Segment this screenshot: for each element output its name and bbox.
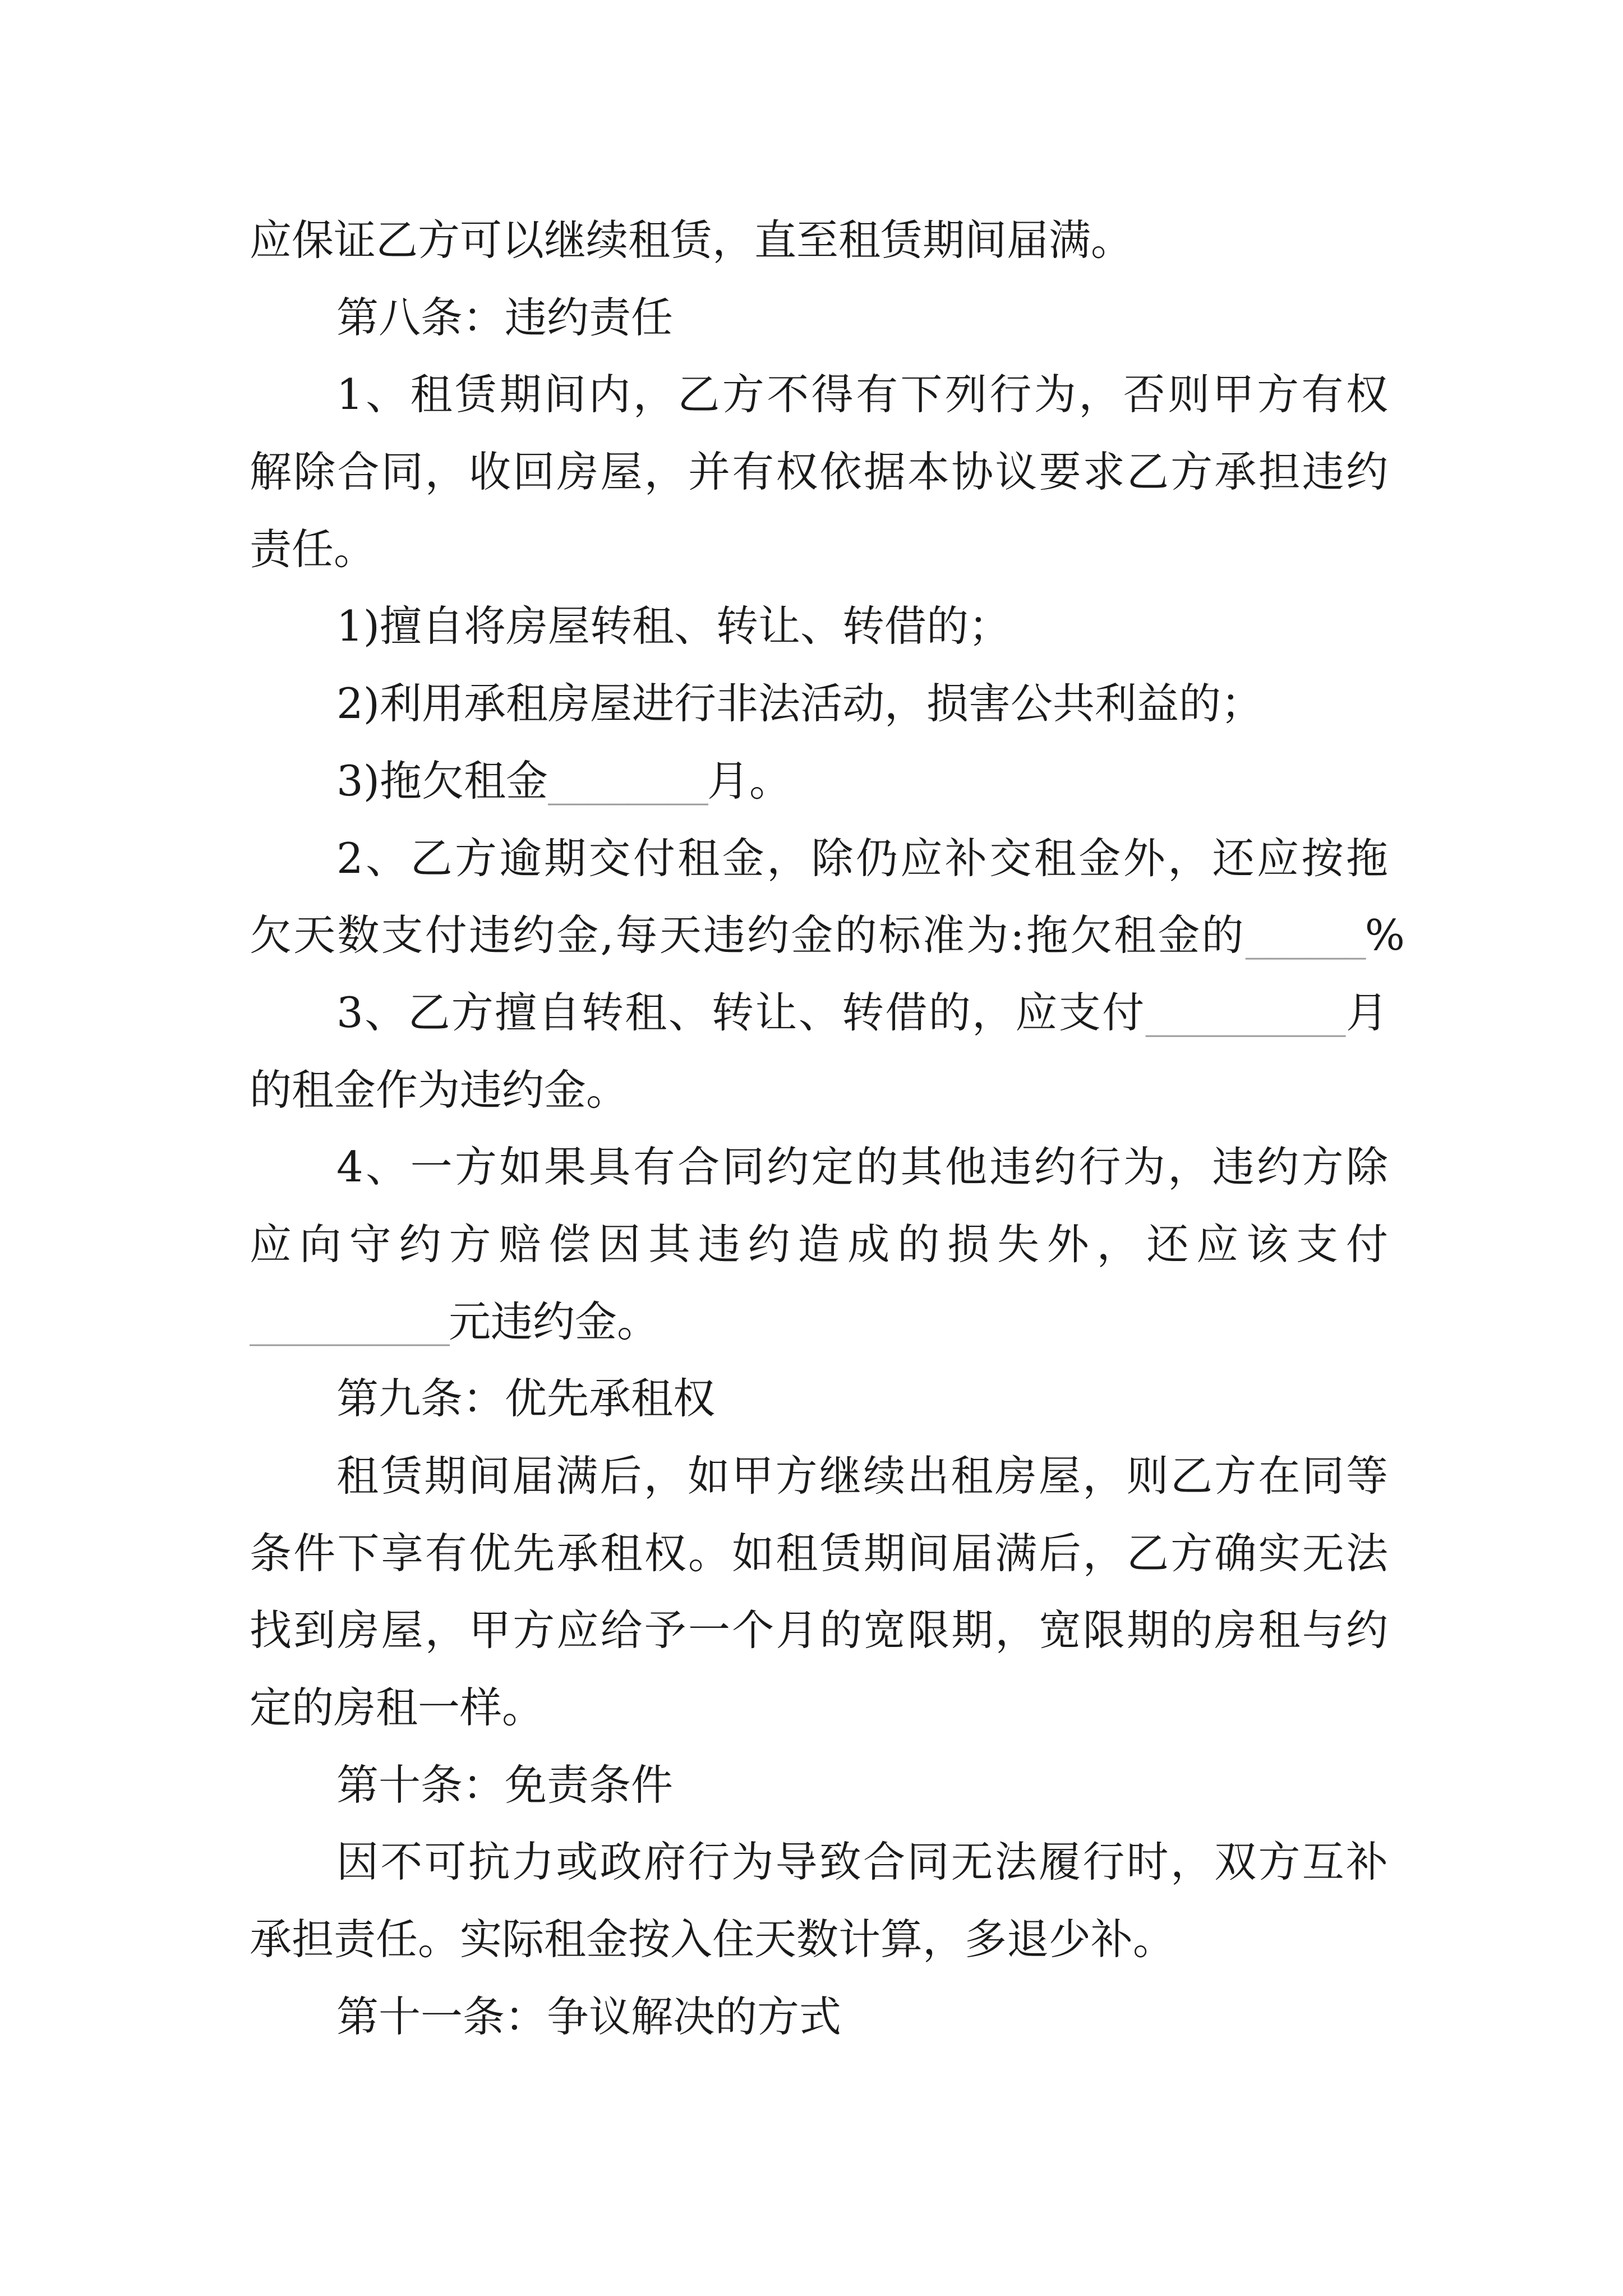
line-continuation (250, 202, 1388, 279)
clause-8-2-a (250, 820, 1388, 898)
contract-text-body (250, 202, 1405, 2056)
item-8-1-1 (250, 588, 1388, 665)
text-segment: 条件下享有优先承租权。如租赁期间届满后，乙方确实无法 (250, 1528, 1388, 1578)
clause-8-1-b (250, 434, 1388, 511)
clause-8-3-a (250, 974, 1388, 1052)
text-segment: 应保证乙方可以继续租赁，直至租赁期间届满。 (250, 215, 1133, 265)
clause-9-d (250, 1669, 1388, 1747)
text-segment: 3)拖欠租金 (336, 756, 548, 806)
text-segment: 承担责任。实际租金按入住天数计算，多退少补。 (250, 1915, 1175, 1964)
text-segment: 找到房屋，甲方应给予一个月的宽限期，宽限期的房租与约 (250, 1605, 1388, 1655)
clause-9-a (250, 1438, 1388, 1515)
item-8-1-2 (250, 665, 1388, 743)
text-segment: 欠天数支付违约金,每天违约金的标准为:拖欠租金的 (250, 910, 1246, 960)
clause-8-1-c (250, 511, 1388, 588)
clause-8-3-b (250, 1052, 1388, 1129)
text-segment: 1)擅自将房屋转租、转让、转借的； (336, 601, 1011, 651)
text-segment: 定的房租一样。 (250, 1683, 545, 1733)
text-segment: 第十一条：争议解决的方式 (336, 1991, 842, 2041)
clause-8-4-c (250, 1283, 1388, 1361)
text-segment: 因不可抗力或政府行为导致合同无法履行时，双方互补 (336, 1837, 1388, 1887)
fill-in-blank: __________ (250, 1296, 449, 1346)
text-segment: % (1364, 910, 1405, 960)
text-segment: 1、租赁期间内，乙方不得有下列行为，否则甲方有权 (336, 370, 1388, 420)
clause-10-a (250, 1824, 1388, 1901)
clause-10-b (250, 1901, 1388, 1978)
text-segment: 3、乙方擅自转租、转让、转借的，应支付 (336, 987, 1146, 1037)
heading-article-9 (250, 1360, 1388, 1438)
text-segment: 第九条：优先承租权 (336, 1374, 716, 1424)
clause-8-2-b (250, 897, 1405, 974)
text-segment: 第八条：违约责任 (336, 292, 674, 342)
text-segment: 的租金作为违约金。 (250, 1065, 629, 1115)
text-segment: 租赁期间届满后，如甲方继续出租房屋，则乙方在同等 (336, 1451, 1388, 1501)
clause-8-4-b (250, 1206, 1388, 1283)
heading-article-11 (250, 1978, 1388, 2056)
clause-8-4-a (250, 1129, 1388, 1206)
text-segment: 元违约金。 (449, 1296, 660, 1346)
clause-9-c (250, 1592, 1388, 1669)
text-segment: 2、乙方逾期交付租金，除仍应补交租金外，还应按拖 (336, 833, 1388, 883)
text-segment: 第十条：免责条件 (336, 1760, 674, 1810)
text-segment: 应向守约方赔偿因其违约造成的损失外，还应该支付 (250, 1219, 1388, 1269)
fill-in-blank: __________ (1145, 987, 1345, 1037)
heading-article-8 (250, 279, 1388, 357)
heading-article-10 (250, 1747, 1388, 1824)
item-8-1-3 (250, 743, 1388, 820)
text-segment: 4、一方如果具有合同约定的其他违约行为，违约方除 (336, 1142, 1388, 1192)
text-segment: 月 (1344, 987, 1388, 1037)
text-segment: 2)利用承租房屋进行非法活动，损害公共利益的； (336, 679, 1263, 729)
text-segment: 月。 (707, 756, 791, 806)
text-segment: 责任。 (250, 524, 376, 574)
text-segment: 解除合同，收回房屋，并有权依据本协议要求乙方承担违约 (250, 447, 1388, 497)
clause-8-1-a (250, 356, 1388, 434)
clause-9-b (250, 1515, 1388, 1593)
fill-in-blank: ______ (1245, 910, 1365, 960)
fill-in-blank: ________ (547, 756, 707, 806)
